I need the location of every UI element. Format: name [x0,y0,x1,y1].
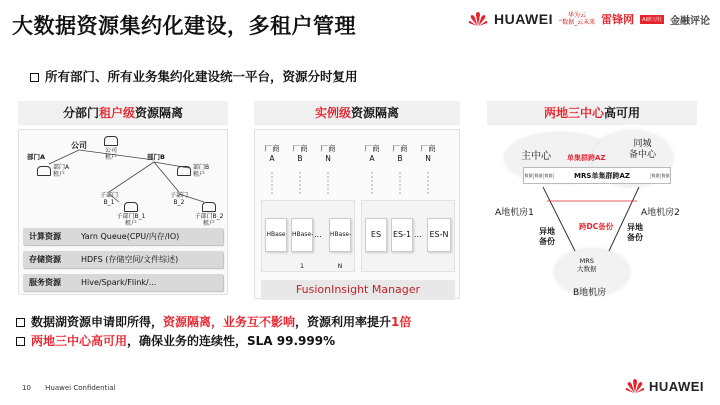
huawei-wordmark: HUAWEI [493,11,553,27]
es-instance: ES-N [427,218,451,252]
single-cluster-label: 单集群跨AZ [567,154,606,162]
footer-brand: HUAWEI [625,378,704,394]
remote-backup-label-left: 异地 备份 [539,227,555,246]
sub-dept-b1-tenant: 子部门B_1 租户 [111,202,151,227]
dept-a-label: 部门A [27,153,46,161]
confidential-label: Huawei Confidential [45,384,116,392]
hbase-instance: HBase [265,218,287,252]
company-tenant: 公司 租户 [99,136,123,161]
instance-panel [254,129,460,299]
resource-row-compute: 计算资源 Yarn Queue(CPU/内存/IO) [23,228,223,245]
tenant-icon [202,202,216,212]
factory-b: 厂商 B [292,144,308,163]
bottom-bullet-1: 数据湖资源申请即所得，资源隔离，业务互不影响，资源利用率提升1倍 [16,313,411,330]
dept-b-tenant: 部门B 租户 [177,164,211,178]
hbase-instance: HBase-1 [291,218,313,252]
tenant-icon [124,202,138,212]
bullet-square-icon [16,318,25,327]
panel-title-ha: 两地三中心高可用 [487,101,697,125]
factory-n: 厂商 N [420,144,436,163]
same-city-label: 同城 备中心 [629,139,657,160]
ellipsis: ... [414,230,422,239]
factory-row-left [263,144,337,164]
main-center-label: 主中心 [521,151,551,162]
huawei-logo-icon [468,11,488,27]
ha-diagram [487,129,697,299]
es-instance: ES [365,218,387,252]
cross-dc-backup-label: 跨DC备份 [579,222,614,231]
tenant-icon [104,136,118,146]
mrs-cluster-bar: 数据 数据 数据 MRS单集群跨AZ 数据 数据 [523,167,671,184]
factory-a: 厂商 A [364,144,380,163]
tenant-panel [18,129,228,295]
bullet-square-icon [16,337,25,346]
huawei-logo-icon [625,378,645,394]
sub-dept-b1: 子部门 B_1 [99,192,118,206]
room-a1-label: A地机房1 [495,208,534,218]
bottom-bullet-2: 两地三中心高可用，确保业务的连续性，SLA 99.999% [16,332,335,349]
factory-n: 厂商 N [320,144,336,163]
fusioninsight-manager-bar: FusionInsight Manager [261,280,455,300]
page-title: 大数据资源集约化建设，多租户管理 [12,14,356,38]
subtitle: 所有部门、所有业务集约化建设统一平台，资源分时复用 [30,67,358,85]
dept-a-tenant: 部门A 租户 [37,164,71,178]
panel-title-instance: 实例级资源隔离 [254,101,460,125]
bullet-square-icon [30,73,39,82]
panel-title-tenant: 分部门租户级资源隔离 [18,101,228,125]
remote-backup-label-right: 异地 备份 [627,223,643,242]
page-number: 10 [22,384,31,392]
company-label: 公司 [71,141,87,150]
mrs-bigdata-label: MRS 大数据 [577,257,597,273]
ellipsis: ... [314,230,322,239]
sub-dept-b2: 子部门 B_2 [169,192,188,206]
sub-dept-b2-tenant: 子部门B_2 租户 [189,202,229,227]
es-instance: ES-1 [391,218,413,252]
resource-row-storage: 存储资源 HDFS (存储空间/文件综述) [23,251,223,268]
factory-arrows [255,170,461,200]
resource-row-service: 服务资源 Hive/Spark/Flink/... [23,274,223,291]
leiphone-logo: 雷锋网 [601,13,635,26]
ai-badge: AI研习社 [642,16,662,23]
factory-row-right [363,144,437,164]
dept-b-label: 部门B [147,153,165,161]
b-room-label: B地机房 [573,288,607,298]
room-a2-label: A地机房2 [641,208,680,218]
factory-b: 厂商 B [392,144,408,163]
factory-a: 厂商 A [264,144,280,163]
partner-logos [468,8,710,30]
hbase-instance: HBase-N [329,218,351,252]
finance-review-logo: 金融评论 [670,15,710,27]
ha-connection-lines [487,179,697,259]
tenant-icon [37,166,51,176]
tenant-icon [177,166,191,176]
footer [22,384,115,392]
huawei-cloud-logo: 华为云 “数据_云未来 [558,12,596,26]
